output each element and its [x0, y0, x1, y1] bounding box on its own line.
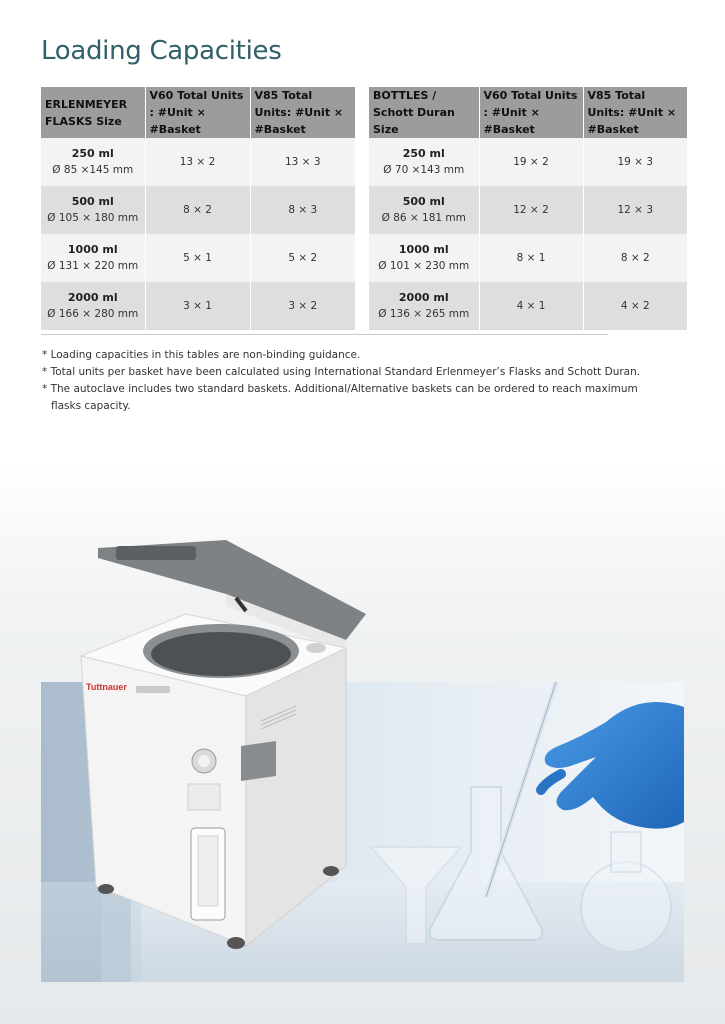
v60-cell: 13 × 2 — [145, 138, 250, 186]
v60-cell: 12 × 2 — [479, 186, 583, 234]
dimensions-label: Ø 166 × 280 mm — [47, 308, 139, 320]
column-header: V60 Total Units : #Unit × #Basket — [479, 87, 583, 138]
v60-cell: 8 × 2 — [145, 186, 250, 234]
dimensions-label: Ø 70 ×143 mm — [383, 164, 465, 176]
size-label: 500 ml — [71, 195, 114, 208]
dimensions-label: Ø 136 × 265 mm — [378, 308, 470, 320]
size-label: 2000 ml — [398, 291, 449, 304]
size-cell — [41, 186, 145, 234]
column-header: BOTTLES / Schott Duran Size — [369, 87, 479, 138]
size-label: 2000 ml — [67, 291, 118, 304]
size-cell — [41, 138, 145, 186]
v85-cell: 8 × 2 — [583, 234, 687, 282]
autoclave-illustration — [76, 536, 376, 956]
footnote: * The autoclave includes two standard baskets. Additional/Alternative baskets can be ordered to reach maximum flasks capacity. — [42, 383, 638, 412]
size-label: 1000 ml — [67, 243, 118, 256]
page-title: Loading Capacities — [41, 36, 282, 66]
v60-cell: 4 × 1 — [479, 282, 583, 330]
dimensions-label: Ø 86 × 181 mm — [381, 212, 466, 224]
footnote: * Loading capacities in this tables are non-binding guidance. — [42, 349, 361, 361]
size-label: 250 ml — [402, 147, 445, 160]
dimensions-label: Ø 131 × 220 mm — [47, 260, 139, 272]
v60-cell: 19 × 2 — [479, 138, 583, 186]
size-cell — [41, 282, 145, 330]
footnote: * Total units per basket have been calculated using International Standard Erlenmeyer’s Flasks and Schott Duran. — [42, 366, 641, 378]
table-row — [369, 138, 687, 186]
v85-cell: 5 × 2 — [250, 234, 355, 282]
section-divider — [41, 334, 608, 335]
flasks-capacity-table — [41, 87, 355, 330]
v60-cell: 5 × 1 — [145, 234, 250, 282]
autoclave-product-image — [76, 536, 376, 956]
column-header: V85 Total Units: #Unit × #Basket — [583, 87, 687, 138]
dimensions-label: Ø 101 × 230 mm — [378, 260, 470, 272]
size-cell — [369, 282, 479, 330]
column-header: V60 Total Units : #Unit × #Basket — [145, 87, 250, 138]
column-header: V85 Total Units: #Unit × #Basket — [250, 87, 355, 138]
dimensions-label: Ø 85 ×145 mm — [52, 164, 134, 176]
table-row — [369, 282, 687, 330]
table-row — [41, 234, 355, 282]
column-header: ERLENMEYER FLASKS Size — [41, 87, 145, 138]
size-label: 1000 ml — [398, 243, 449, 256]
v85-cell: 8 × 3 — [250, 186, 355, 234]
brand-logo: Tuttnauer — [86, 682, 127, 692]
footnotes — [42, 347, 642, 415]
table-row — [369, 186, 687, 234]
v60-cell: 8 × 1 — [479, 234, 583, 282]
table-header-row — [369, 87, 687, 138]
v85-cell: 19 × 3 — [583, 138, 687, 186]
size-cell — [369, 138, 479, 186]
size-cell — [369, 186, 479, 234]
table-row — [41, 138, 355, 186]
v85-cell: 13 × 3 — [250, 138, 355, 186]
bottles-capacity-table — [369, 87, 687, 330]
table-header-row — [41, 87, 355, 138]
dimensions-label: Ø 105 × 180 mm — [47, 212, 139, 224]
table-row — [41, 186, 355, 234]
size-label: 250 ml — [71, 147, 114, 160]
table-row — [41, 282, 355, 330]
v85-cell: 12 × 3 — [583, 186, 687, 234]
size-cell — [41, 234, 145, 282]
size-cell — [369, 234, 479, 282]
v85-cell: 4 × 2 — [583, 282, 687, 330]
table-row — [369, 234, 687, 282]
v85-cell: 3 × 2 — [250, 282, 355, 330]
size-label: 500 ml — [402, 195, 445, 208]
v60-cell: 3 × 1 — [145, 282, 250, 330]
